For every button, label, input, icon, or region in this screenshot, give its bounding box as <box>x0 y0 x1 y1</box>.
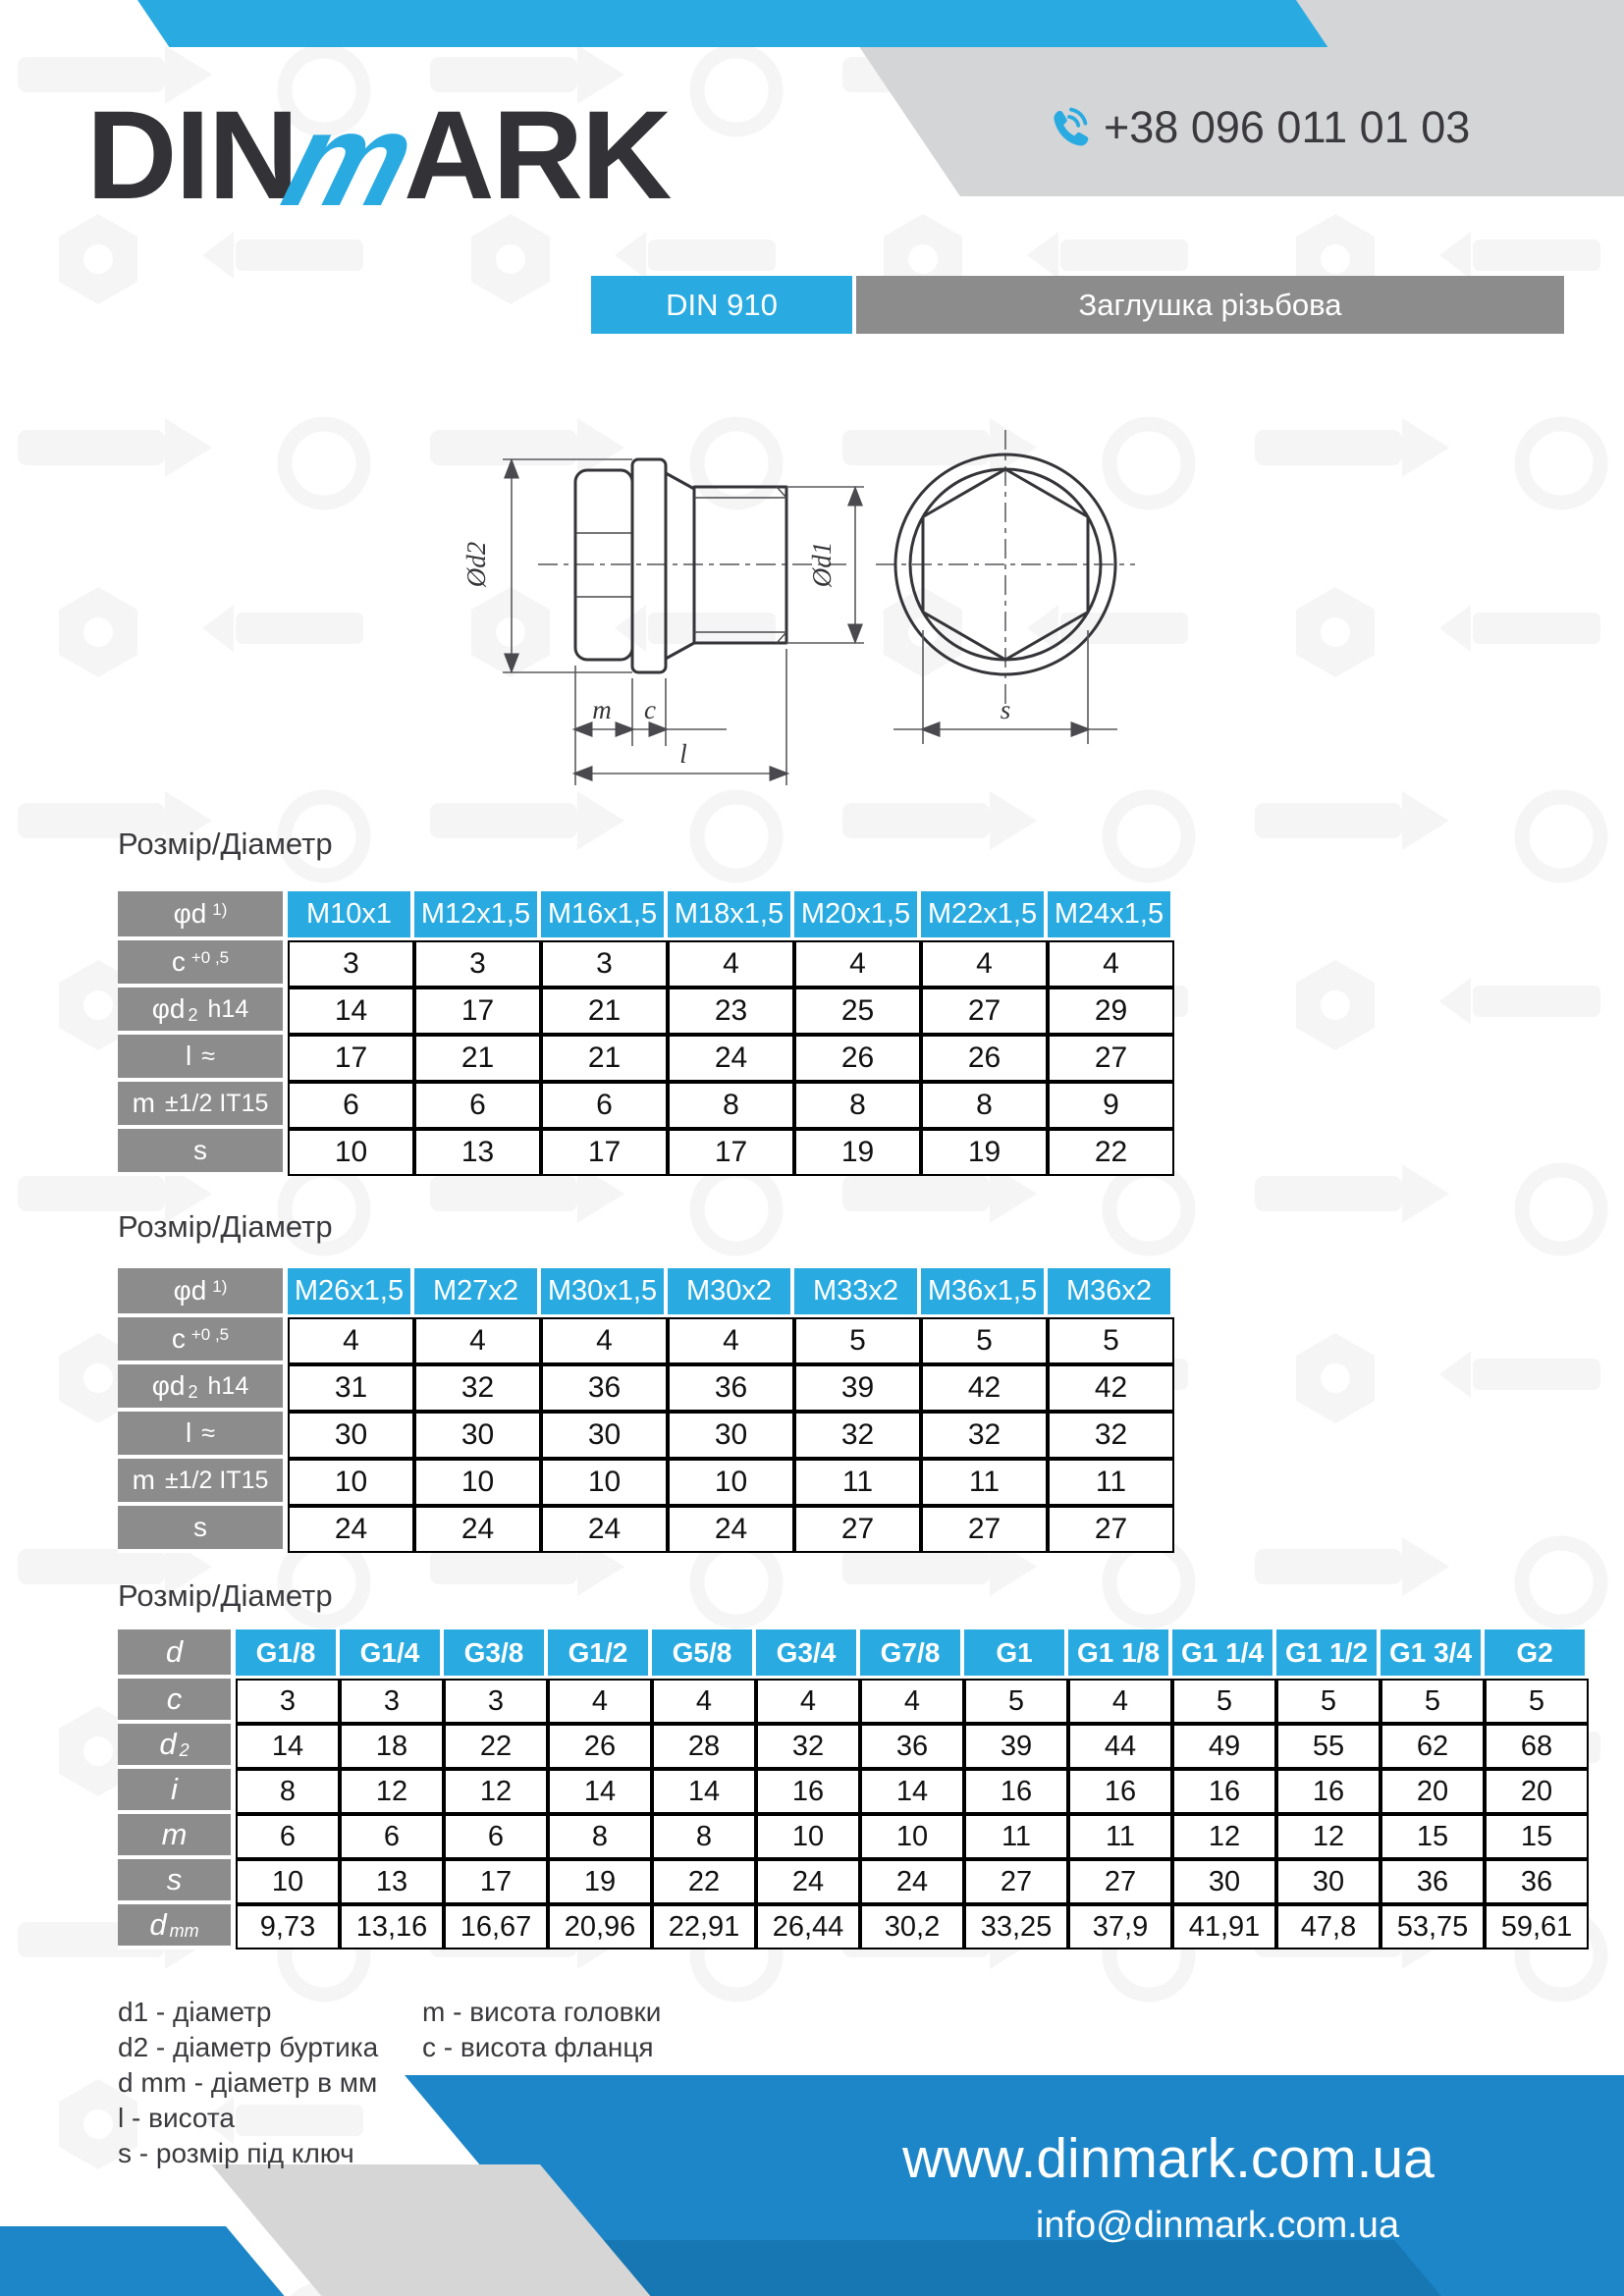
value-cell: 10 <box>236 1859 340 1904</box>
logo-part-ark: ARK <box>404 85 671 226</box>
column-header: M12x1,5 <box>414 891 541 940</box>
row-label: d <box>118 1629 236 1679</box>
section-title-metric-2: Розмір/Діаметр <box>118 1209 333 1244</box>
column-header: G5/8 <box>652 1629 756 1679</box>
value-cell: 37,9 <box>1068 1904 1172 1949</box>
note-line: s - розмір під ключ <box>118 2138 354 2168</box>
value-cell: 5 <box>1048 1317 1174 1364</box>
din-standard-badge: DIN 910 <box>591 276 852 334</box>
value-cell: 32 <box>921 1412 1048 1459</box>
column-header: G1 1/4 <box>1172 1629 1276 1679</box>
value-cell: 36 <box>860 1724 964 1769</box>
value-cell: 30 <box>541 1412 668 1459</box>
row-label: m ±1/2 IT15 <box>118 1459 288 1506</box>
value-cell: 15 <box>1380 1814 1485 1859</box>
value-cell: 21 <box>541 988 668 1035</box>
row-label: s <box>118 1859 236 1904</box>
row-label: d mm <box>118 1904 236 1949</box>
value-cell: 17 <box>288 1035 414 1082</box>
value-cell: 24 <box>756 1859 860 1904</box>
value-cell: 13 <box>414 1129 541 1176</box>
column-header: M16x1,5 <box>541 891 668 940</box>
value-cell: 10 <box>668 1459 794 1506</box>
value-cell: 29 <box>1048 988 1174 1035</box>
value-cell: 19 <box>921 1129 1048 1176</box>
value-cell: 11 <box>921 1459 1048 1506</box>
value-cell: 11 <box>1068 1814 1172 1859</box>
note-line: d2 - діаметр буртика <box>118 2032 379 2062</box>
value-cell: 11 <box>964 1814 1068 1859</box>
value-cell: 6 <box>541 1082 668 1129</box>
row-label: m <box>118 1814 236 1859</box>
column-header: G1/4 <box>340 1629 444 1679</box>
value-cell: 59,61 <box>1485 1904 1589 1949</box>
row-label: φd 1) <box>118 891 288 940</box>
website-link[interactable]: www.dinmark.com.ua <box>902 2127 1435 2190</box>
value-cell: 30 <box>668 1412 794 1459</box>
column-header: G2 <box>1485 1629 1589 1679</box>
value-cell: 27 <box>921 1506 1048 1553</box>
row-label: c +0 ,5 <box>118 1317 288 1364</box>
dim-label-d1: Ød1 <box>807 541 837 588</box>
section-title-metric-1: Розмір/Діаметр <box>118 827 333 861</box>
value-cell: 12 <box>444 1769 548 1814</box>
value-cell: 8 <box>236 1769 340 1814</box>
value-cell: 68 <box>1485 1724 1589 1769</box>
value-cell: 8 <box>921 1082 1048 1129</box>
value-cell: 21 <box>541 1035 668 1082</box>
column-header: G1 1/8 <box>1068 1629 1172 1679</box>
row-label: m ±1/2 IT15 <box>118 1082 288 1129</box>
legend-notes-right <box>422 1995 661 2065</box>
dimensions-table-pipe <box>118 1629 1589 1949</box>
value-cell: 5 <box>1485 1679 1589 1724</box>
legend-notes-left <box>118 1995 378 2171</box>
value-cell: 6 <box>444 1814 548 1859</box>
value-cell: 22,91 <box>652 1904 756 1949</box>
value-cell: 10 <box>414 1459 541 1506</box>
value-cell: 3 <box>340 1679 444 1724</box>
value-cell: 10 <box>541 1459 668 1506</box>
value-cell: 28 <box>652 1724 756 1769</box>
value-cell: 4 <box>668 940 794 988</box>
row-label: φd $_2$ h14 <box>118 988 288 1035</box>
column-header: M20x1,5 <box>794 891 921 940</box>
row-label: l ≈ <box>118 1412 288 1459</box>
value-cell: 6 <box>340 1814 444 1859</box>
email-link[interactable]: info@dinmark.com.ua <box>1035 2205 1400 2246</box>
column-header: G3/4 <box>756 1629 860 1679</box>
value-cell: 4 <box>1068 1679 1172 1724</box>
value-cell: 20,96 <box>548 1904 652 1949</box>
value-cell: 33,25 <box>964 1904 1068 1949</box>
row-label: l ≈ <box>118 1035 288 1082</box>
value-cell: 22 <box>444 1724 548 1769</box>
value-cell: 42 <box>921 1364 1048 1412</box>
value-cell: 4 <box>794 940 921 988</box>
column-header: M30x2 <box>668 1268 794 1317</box>
column-header: G1 1/2 <box>1276 1629 1380 1679</box>
value-cell: 4 <box>921 940 1048 988</box>
value-cell: 4 <box>756 1679 860 1724</box>
value-cell: 55 <box>1276 1724 1380 1769</box>
value-cell: 30 <box>1172 1859 1276 1904</box>
value-cell: 4 <box>860 1679 964 1724</box>
column-header: M18x1,5 <box>668 891 794 940</box>
value-cell: 4 <box>1048 940 1174 988</box>
dimensions-table-metric-2 <box>118 1268 1174 1553</box>
value-cell: 26 <box>794 1035 921 1082</box>
value-cell: 24 <box>541 1506 668 1553</box>
value-cell: 5 <box>921 1317 1048 1364</box>
value-cell: 16 <box>1068 1769 1172 1814</box>
value-cell: 36 <box>1380 1859 1485 1904</box>
value-cell: 20 <box>1485 1769 1589 1814</box>
value-cell: 8 <box>652 1814 756 1859</box>
value-cell: 11 <box>794 1459 921 1506</box>
value-cell: 32 <box>414 1364 541 1412</box>
value-cell: 8 <box>548 1814 652 1859</box>
value-cell: 19 <box>548 1859 652 1904</box>
value-cell: 19 <box>794 1129 921 1176</box>
column-header: M33x2 <box>794 1268 921 1317</box>
value-cell: 14 <box>288 988 414 1035</box>
value-cell: 9 <box>1048 1082 1174 1129</box>
value-cell: 24 <box>414 1506 541 1553</box>
value-cell: 24 <box>860 1859 964 1904</box>
value-cell: 4 <box>288 1317 414 1364</box>
column-header: G3/8 <box>444 1629 548 1679</box>
value-cell: 42 <box>1048 1364 1174 1412</box>
phone-contact <box>1043 102 1470 153</box>
value-cell: 4 <box>548 1679 652 1724</box>
value-cell: 27 <box>1048 1035 1174 1082</box>
column-header: M26x1,5 <box>288 1268 414 1317</box>
value-cell: 16 <box>1276 1769 1380 1814</box>
value-cell: 22 <box>652 1859 756 1904</box>
value-cell: 39 <box>964 1724 1068 1769</box>
value-cell: 24 <box>668 1035 794 1082</box>
row-label: s <box>118 1129 288 1176</box>
value-cell: 8 <box>668 1082 794 1129</box>
value-cell: 21 <box>414 1035 541 1082</box>
value-cell: 24 <box>668 1506 794 1553</box>
value-cell: 3 <box>444 1679 548 1724</box>
note-line: m - висота головки <box>422 1997 662 2027</box>
column-header: G1/2 <box>548 1629 652 1679</box>
row-label: φd 1) <box>118 1268 288 1317</box>
row-label: φd $_2$ h14 <box>118 1364 288 1412</box>
value-cell: 5 <box>1276 1679 1380 1724</box>
value-cell: 5 <box>1172 1679 1276 1724</box>
value-cell: 32 <box>794 1412 921 1459</box>
value-cell: 10 <box>860 1814 964 1859</box>
value-cell: 11 <box>1048 1459 1174 1506</box>
column-header: M10x1 <box>288 891 414 940</box>
row-label: i <box>118 1769 236 1814</box>
value-cell: 27 <box>964 1859 1068 1904</box>
value-cell: 6 <box>288 1082 414 1129</box>
value-cell: 12 <box>1276 1814 1380 1859</box>
column-header: M36x1,5 <box>921 1268 1048 1317</box>
value-cell: 17 <box>414 988 541 1035</box>
value-cell: 16 <box>756 1769 860 1814</box>
column-header: M36x2 <box>1048 1268 1174 1317</box>
value-cell: 44 <box>1068 1724 1172 1769</box>
value-cell: 16,67 <box>444 1904 548 1949</box>
value-cell: 10 <box>288 1129 414 1176</box>
value-cell: 6 <box>236 1814 340 1859</box>
logo-m-icon: m <box>269 84 430 234</box>
value-cell: 17 <box>541 1129 668 1176</box>
value-cell: 22 <box>1048 1129 1174 1176</box>
value-cell: 10 <box>756 1814 860 1859</box>
value-cell: 36 <box>668 1364 794 1412</box>
value-cell: 36 <box>541 1364 668 1412</box>
value-cell: 14 <box>652 1769 756 1814</box>
value-cell: 26 <box>921 1035 1048 1082</box>
row-label: s <box>118 1506 288 1553</box>
dim-label-m: m <box>592 695 612 724</box>
column-header: M22x1,5 <box>921 891 1048 940</box>
column-header: M30x1,5 <box>541 1268 668 1317</box>
value-cell: 3 <box>414 940 541 988</box>
value-cell: 4 <box>668 1317 794 1364</box>
column-header: M27x2 <box>414 1268 541 1317</box>
value-cell: 26 <box>548 1724 652 1769</box>
value-cell: 14 <box>860 1769 964 1814</box>
value-cell: 27 <box>1048 1506 1174 1553</box>
note-line: d mm - діаметр в мм <box>118 2067 378 2098</box>
dinmark-logo <box>86 84 671 234</box>
value-cell: 36 <box>1485 1859 1589 1904</box>
technical-drawing <box>422 422 1188 815</box>
value-cell: 10 <box>288 1459 414 1506</box>
value-cell: 3 <box>236 1679 340 1724</box>
value-cell: 20 <box>1380 1769 1485 1814</box>
value-cell: 5 <box>794 1317 921 1364</box>
value-cell: 4 <box>652 1679 756 1724</box>
value-cell: 17 <box>668 1129 794 1176</box>
value-cell: 27 <box>921 988 1048 1035</box>
value-cell: 23 <box>668 988 794 1035</box>
dim-label-s: s <box>1000 695 1011 724</box>
value-cell: 13,16 <box>340 1904 444 1949</box>
product-name-badge: Заглушка різьбова <box>856 276 1564 334</box>
column-header: G1 <box>964 1629 1068 1679</box>
value-cell: 31 <box>288 1364 414 1412</box>
value-cell: 3 <box>541 940 668 988</box>
value-cell: 53,75 <box>1380 1904 1485 1949</box>
value-cell: 27 <box>794 1506 921 1553</box>
value-cell: 27 <box>1068 1859 1172 1904</box>
value-cell: 16 <box>964 1769 1068 1814</box>
value-cell: 14 <box>236 1724 340 1769</box>
value-cell: 6 <box>414 1082 541 1129</box>
value-cell: 32 <box>756 1724 860 1769</box>
value-cell: 30 <box>288 1412 414 1459</box>
top-blue-band <box>137 0 1327 47</box>
value-cell: 4 <box>541 1317 668 1364</box>
dim-label-c: c <box>644 695 656 724</box>
value-cell: 30 <box>414 1412 541 1459</box>
dimensions-table-metric-1 <box>118 891 1174 1176</box>
section-title-pipe: Розмір/Діаметр <box>118 1578 333 1613</box>
column-header: G7/8 <box>860 1629 964 1679</box>
value-cell: 41,91 <box>1172 1904 1276 1949</box>
row-label: c <box>118 1679 236 1724</box>
value-cell: 62 <box>1380 1724 1485 1769</box>
value-cell: 8 <box>794 1082 921 1129</box>
value-cell: 14 <box>548 1769 652 1814</box>
value-cell: 3 <box>288 940 414 988</box>
value-cell: 30 <box>1276 1859 1380 1904</box>
value-cell: 15 <box>1485 1814 1589 1859</box>
value-cell: 39 <box>794 1364 921 1412</box>
row-label: c +0 ,5 <box>118 940 288 988</box>
logo-part-din: DIN <box>86 85 298 226</box>
value-cell: 9,73 <box>236 1904 340 1949</box>
value-cell: 49 <box>1172 1724 1276 1769</box>
note-line: l - висота <box>118 2103 235 2133</box>
value-cell: 16 <box>1172 1769 1276 1814</box>
value-cell: 25 <box>794 988 921 1035</box>
value-cell: 12 <box>340 1769 444 1814</box>
column-header: G1 3/4 <box>1380 1629 1485 1679</box>
value-cell: 5 <box>964 1679 1068 1724</box>
value-cell: 24 <box>288 1506 414 1553</box>
row-label: d 2 <box>118 1724 236 1769</box>
column-header: G1/8 <box>236 1629 340 1679</box>
column-header: M24x1,5 <box>1048 891 1174 940</box>
value-cell: 30,2 <box>860 1904 964 1949</box>
phone-number[interactable]: +38 096 011 01 03 <box>1104 102 1471 152</box>
value-cell: 4 <box>414 1317 541 1364</box>
note-line: d1 - діаметр <box>118 1997 272 2027</box>
note-line: c - висота фланця <box>422 2032 654 2062</box>
value-cell: 26,44 <box>756 1904 860 1949</box>
value-cell: 12 <box>1172 1814 1276 1859</box>
dim-label-l: l <box>679 739 687 769</box>
phone-icon <box>1043 104 1090 151</box>
value-cell: 13 <box>340 1859 444 1904</box>
value-cell: 32 <box>1048 1412 1174 1459</box>
dim-label-d2: Ød2 <box>461 541 491 588</box>
value-cell: 47,8 <box>1276 1904 1380 1949</box>
value-cell: 5 <box>1380 1679 1485 1724</box>
value-cell: 17 <box>444 1859 548 1904</box>
value-cell: 18 <box>340 1724 444 1769</box>
